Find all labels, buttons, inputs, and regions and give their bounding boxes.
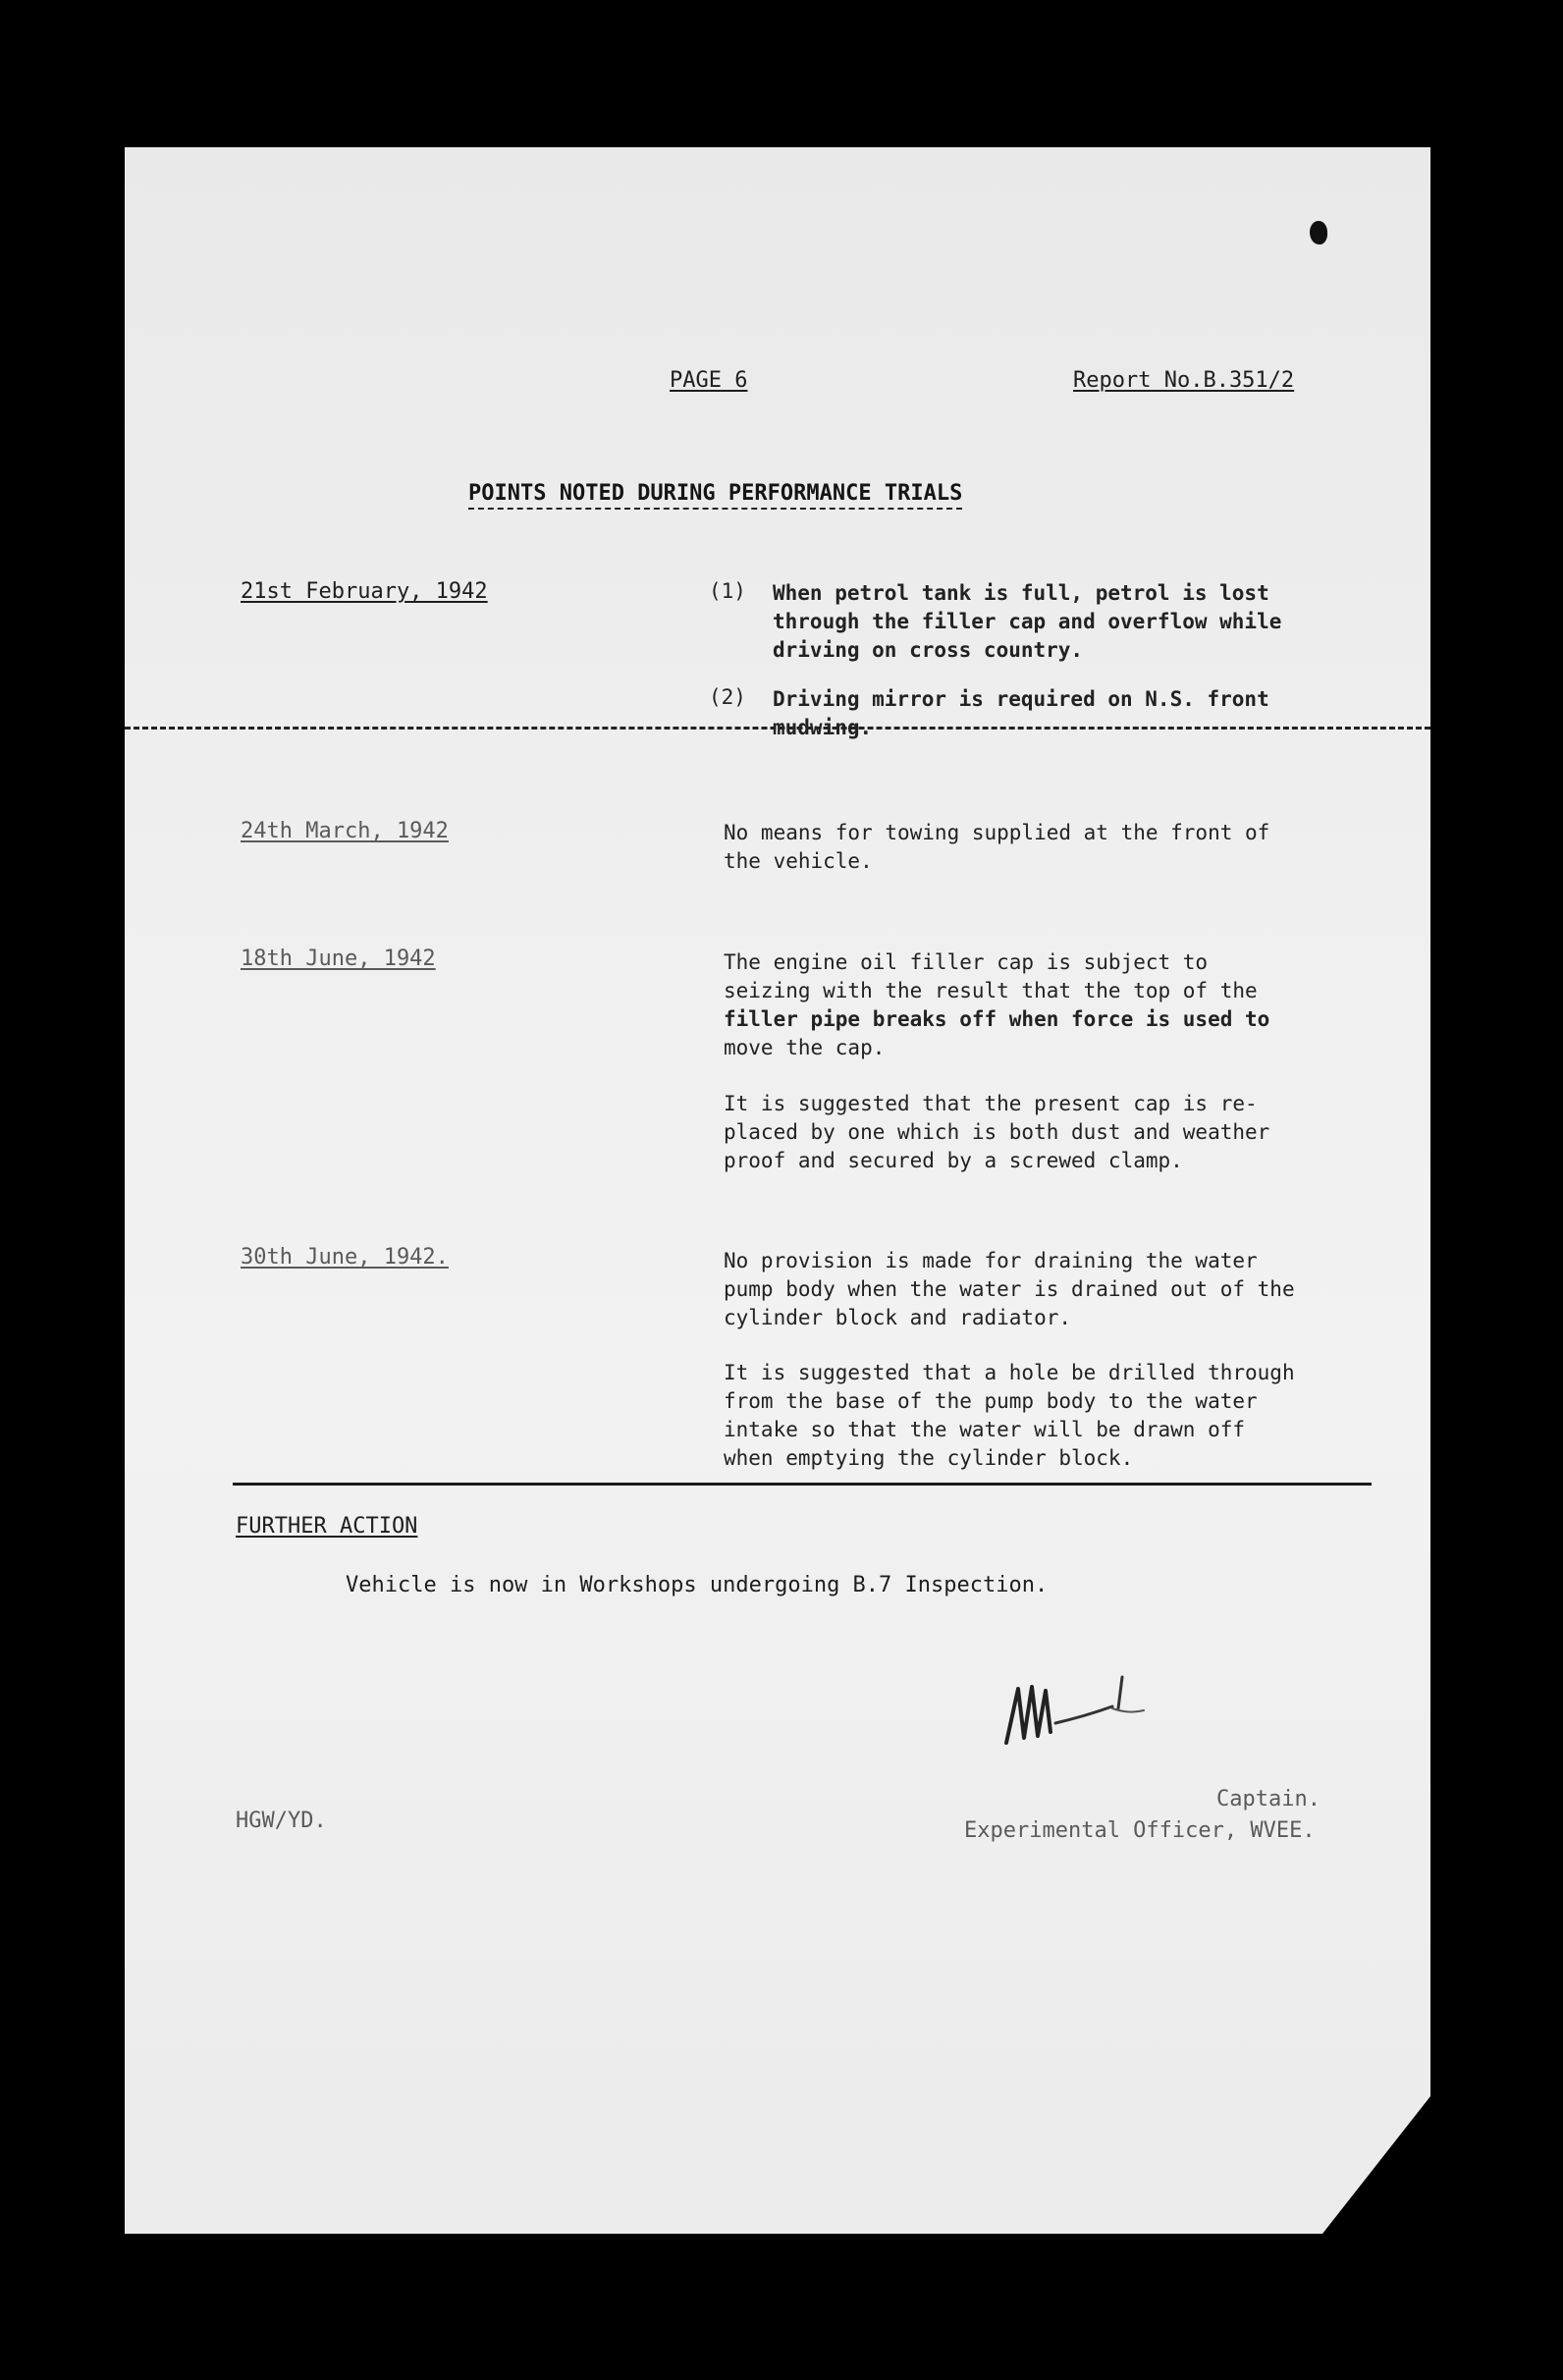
entry-line: pump body when the water is drained out of the [724, 1277, 1295, 1301]
entry-line: No means for towing supplied at the front of [724, 821, 1270, 844]
entry-line: proof and secured by a screwed clamp. [724, 1149, 1183, 1172]
entry-line: when emptying the cylinder block. [724, 1446, 1134, 1470]
entry-line: move the cap. [724, 1036, 886, 1059]
entry-line: Driving mirror is required on N.S. front [773, 687, 1269, 711]
entry-line: mudwing. [773, 716, 873, 739]
entry-date: 30th June, 1942. [241, 1245, 449, 1270]
further-action-heading: FURTHER ACTION [236, 1514, 418, 1539]
report-number: Report No.B.351/2 [1073, 368, 1295, 393]
entry-line: cylinder block and radiator. [724, 1306, 1072, 1329]
punch-hole [1310, 221, 1327, 244]
item-number: (1) [709, 579, 746, 603]
entry-line: driving on cross country. [773, 638, 1084, 662]
signatory-title: Experimental Officer, WVEE. [964, 1818, 1316, 1843]
dashed-divider [125, 727, 1430, 730]
page-heading-text: POINTS NOTED DURING PERFORMANCE TRIALS [468, 481, 962, 510]
item-number: (2) [709, 685, 746, 709]
entry-line: through the filler cap and overflow while [773, 610, 1282, 633]
further-action-text: Vehicle is now in Workshops undergoing B.7 Inspection. [346, 1573, 1049, 1597]
signatory-rank: Captain. [1216, 1787, 1320, 1812]
entry-line: When petrol tank is full, petrol is lost [773, 581, 1269, 605]
reference-initials: HGW/YD. [236, 1809, 327, 1833]
entry-date: 21st February, 1942 [241, 579, 488, 604]
page-heading [468, 479, 962, 509]
entry-line: The engine oil filler cap is subject to [724, 950, 1209, 974]
document-page [125, 147, 1430, 2234]
entry-line: the vehicle. [724, 849, 873, 873]
entry-line: intake so that the water will be drawn off [724, 1418, 1246, 1441]
entry-line: placed by one which is both dust and weather [724, 1120, 1270, 1144]
entry-date: 24th March, 1942 [241, 819, 449, 843]
entry-line: No provision is made for draining the water [724, 1249, 1258, 1272]
handwritten-signature [997, 1669, 1154, 1758]
entry-line: It is suggested that a hole be drilled through [724, 1361, 1295, 1384]
folded-corner [1322, 2096, 1430, 2234]
entry-date: 18th June, 1942 [241, 947, 436, 971]
entry-line: It is suggested that the present cap is re- [724, 1092, 1258, 1115]
entry-line: from the base of the pump body to the water [724, 1389, 1258, 1413]
entry-line: filler pipe breaks off when force is used to [724, 1007, 1270, 1031]
section-rule [233, 1483, 1372, 1486]
page-label: PAGE 6 [670, 368, 748, 393]
entry-line: seizing with the result that the top of the [724, 979, 1258, 1002]
